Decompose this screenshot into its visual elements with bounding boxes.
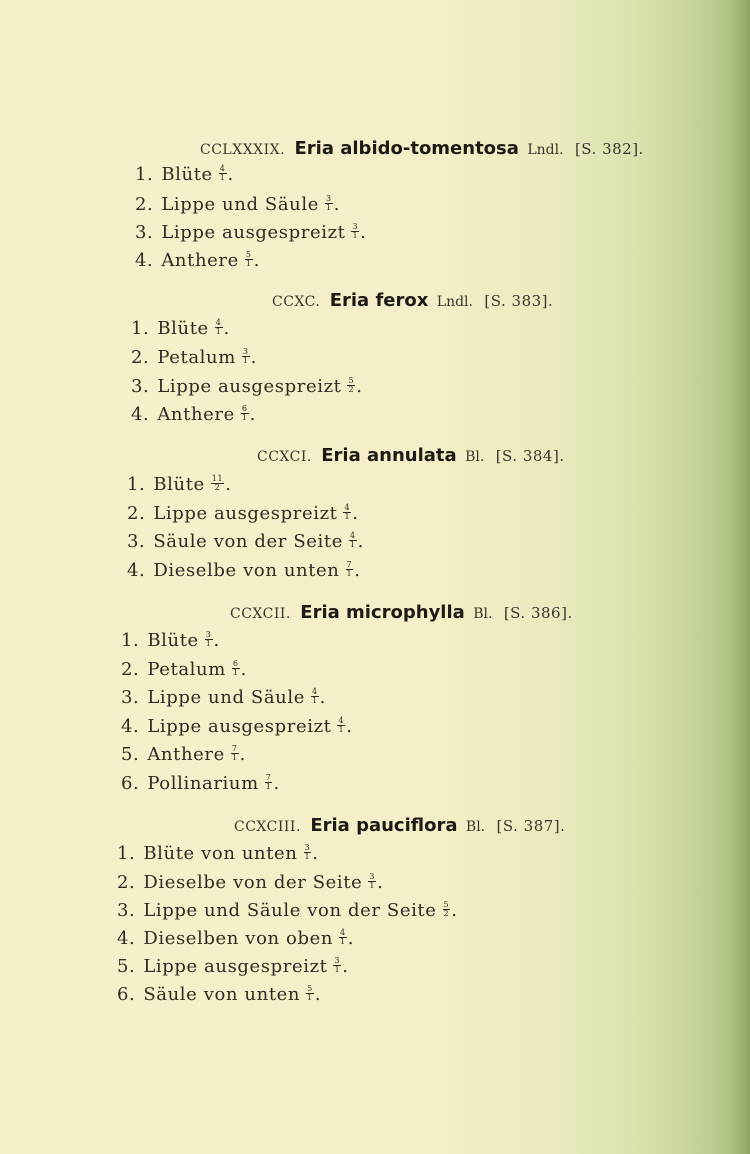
magnification-fraction: $\frac{7}{1}$ [231,743,238,762]
page-reference: [S. 384]. [495,447,565,465]
figure-item: 3. Lippe ausgespreizt $\frac{5}{2}$ . [131,375,363,397]
species-author: Lndl. [436,294,473,310]
magnification-fraction: $\frac{5}{2}$ [443,899,450,918]
figure-item: 3. Lippe ausgespreizt $\frac{3}{1}$ . [135,221,367,243]
species-author: Bl. [465,449,485,465]
figure-item: 4. Dieselbe von unten $\frac{7}{1}$ . [127,559,361,581]
magnification-fraction: $\frac{5}{1}$ [307,983,313,1002]
figure-item: 6. Säule von unten $\frac{5}{1}$ . [117,983,322,1005]
magnification-fraction: $\frac{4}{1}$ [340,927,346,946]
figure-item: 1. Blüte $\frac{4}{1}$ . [131,317,230,339]
figure-item: 4. Dieselben von oben $\frac{4}{1}$ . [117,927,355,949]
magnification-fraction: $\frac{7}{1}$ [346,559,353,578]
magnification-fraction: $\frac{4}{1}$ [349,530,356,549]
figure-item: 1. Blüte $\frac{3}{1}$ . [121,629,220,651]
figure-item: 4. Anthere $\frac{6}{1}$ . [131,403,256,425]
page-edge-shadow [732,0,750,1154]
magnification-fraction: $\frac{6}{1}$ [232,658,239,677]
magnification-fraction: $\frac{4}{1}$ [344,502,351,521]
magnification-fraction: $\frac{3}{1}$ [242,346,249,365]
species-name: Eria microphylla [300,602,465,623]
magnification-fraction: $\frac{3}{1}$ [352,221,359,240]
magnification-fraction: $\frac{3}{1}$ [304,842,311,861]
magnification-fraction: $\frac{3}{1}$ [205,629,212,648]
figure-item: 1. Blüte $\frac{4}{1}$ . [135,163,234,185]
page-reference: [S. 383]. [484,292,554,310]
species-name: Eria albido-tomentosa [294,138,519,159]
magnification-fraction: $\frac{3}{1}$ [334,955,341,974]
magnification-fraction: $\frac{4}{1}$ [311,686,318,705]
plate-heading [230,602,573,623]
magnification-fraction: $\frac{4}{1}$ [215,317,222,336]
species-name: Eria annulata [321,445,457,466]
plate-number: CCXC. [272,294,321,310]
plate-number: CCXCIII. [234,819,301,835]
figure-item: 3. Lippe und Säule von der Seite $\frac{5}{2}$ . [117,899,458,921]
magnification-fraction: $\frac{3}{1}$ [325,193,332,212]
figure-item: 2. Petalum $\frac{6}{1}$ . [121,658,247,680]
figure-item: 4. Lippe ausgespreizt $\frac{4}{1}$ . [121,715,353,737]
page-reference: [S. 387]. [496,817,566,835]
figure-item: 2. Lippe und Säule $\frac{3}{1}$ . [135,193,340,215]
figure-item: 6. Pollinarium $\frac{7}{1}$ . [121,772,280,794]
figure-item: 5. Anthere $\frac{7}{1}$ . [121,743,246,765]
figure-item: 3. Lippe und Säule $\frac{4}{1}$ . [121,686,326,708]
plate-number: CCXCI. [257,449,312,465]
figure-item: 1. Blüte von unten $\frac{3}{1}$ . [117,842,319,864]
plate-number: CCLXXXIX. [200,142,286,158]
species-name: Eria pauciflora [310,815,458,836]
figure-item: 2. Lippe ausgespreizt $\frac{4}{1}$ . [127,502,359,524]
magnification-fraction: $\frac{11}{2}$ [211,473,224,492]
species-name: Eria ferox [329,290,429,311]
figure-item: 2. Dieselbe von der Seite $\frac{3}{1}$ . [117,871,384,893]
magnification-fraction: $\frac{4}{1}$ [219,163,226,182]
magnification-fraction: $\frac{6}{1}$ [241,403,248,422]
plate-heading [200,138,644,159]
plate-heading [257,445,565,466]
page-reference: [S. 386]. [503,604,573,622]
species-author: Lndl. [527,142,564,158]
magnification-fraction: $\frac{5}{2}$ [348,375,355,394]
page-reference: [S. 382]. [574,140,644,158]
magnification-fraction: $\frac{3}{1}$ [369,871,376,890]
figure-item: 1. Blüte $\frac{11}{2}$ . [127,473,232,495]
plate-number: CCXCII. [230,606,291,622]
species-author: Bl. [473,606,493,622]
plate-heading [272,290,553,311]
magnification-fraction: $\frac{5}{1}$ [245,249,252,268]
figure-item: 4. Anthere $\frac{5}{1}$ . [135,249,260,271]
species-author: Bl. [465,819,486,835]
figure-item: 5. Lippe ausgespreizt $\frac{3}{1}$ . [117,955,349,977]
figure-item: 3. Säule von der Seite $\frac{4}{1}$ . [127,530,364,552]
figure-item: 2. Petalum $\frac{3}{1}$ . [131,346,257,368]
magnification-fraction: $\frac{4}{1}$ [338,715,345,734]
magnification-fraction: $\frac{7}{1}$ [265,772,272,791]
plate-heading [234,815,565,836]
